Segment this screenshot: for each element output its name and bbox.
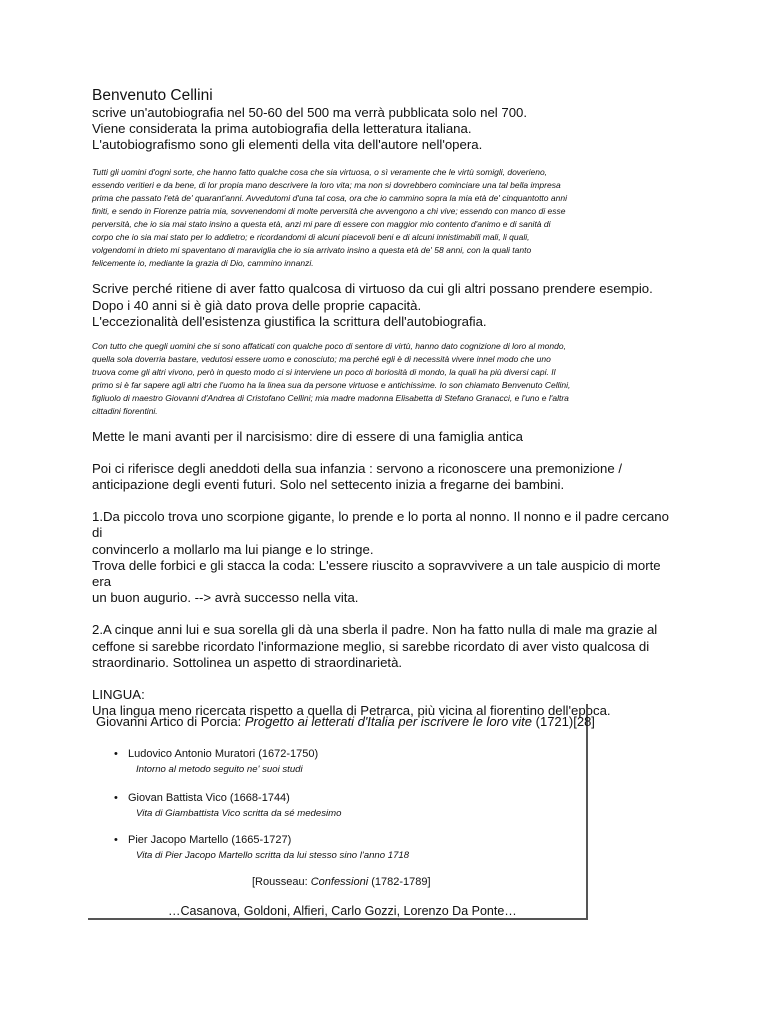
text-line: Una lingua meno ricercata rispetto a quella di Petrarca, più vicina al fiorentino dell'epoca.: [92, 703, 611, 719]
rousseau-suffix: (1782-1789]: [368, 876, 431, 888]
text-line: scrive un'autobiografia nel 50-60 del 500 ma verrà pubblicata solo nel 700.: [92, 105, 528, 120]
bullet-icon: •: [114, 834, 118, 846]
excerpt-head-tail: (1721)[28]: [532, 714, 595, 729]
text-line: L'autobiografismo sono gli elementi della vita dell'autore nell'opera.: [92, 137, 483, 153]
section-heading: LINGUA:: [92, 686, 145, 702]
paragraph-2: [92, 281, 676, 330]
excerpt-head-author: Giovanni Artico di Porcia:: [96, 714, 245, 729]
text-line: un buon augurio. --> avrà successo nella vita.: [92, 590, 359, 606]
quote-line: corpo che io sia mai stato per lo addietro; e ricordandomi di alcuni piacevoli beni e di alcuni innistimabili mali, li quali,: [92, 232, 530, 243]
text-line: Viene considerata la prima autobiografia della letteratura italiana.: [92, 121, 472, 137]
text-line: ceffone si sarebbe ricordato l'informazione meglio, si sarebbe ricordato di aver visto qualcosa di: [92, 638, 650, 654]
excerpt-work-title: Vita di Pier Jacopo Martello scritta da lui stesso sino l'anno 1718: [136, 850, 410, 861]
paragraph-4: [92, 461, 676, 493]
doc-title: Benvenuto Cellini: [92, 87, 213, 104]
excerpt-work-title: Intorno al metodo seguito ne' suoi studi: [136, 764, 303, 775]
quote-line: essendo veritieri e da bene, di lor propia mano descrivere la loro vita; ma non si dovrebbero cominciare una tal bella impresa: [92, 179, 561, 190]
excerpt-head-title: Progetto ai letterati d'Italia per iscrivere le loro vite: [244, 714, 533, 729]
excerpt-work-title: Vita di Giambattista Vico scritta da sé medesimo: [136, 808, 342, 819]
excerpt-heading: [96, 714, 595, 729]
excerpt-footer: …Casanova, Goldoni, Alfieri, Carlo Gozzi, Lorenzo Da Ponte…: [168, 904, 517, 918]
quote-line: prima che passato l'età de' quarant'anni. Avvedutomi d'una tal cosa, ora che io cammino sopra la mia età de' cinquantotto anni: [92, 192, 567, 203]
paragraph-3: Mette le mani avanti per il narcisismo: dire di essere di una famiglia antica: [92, 428, 523, 444]
excerpt-author: Giovan Battista Vico (1668-1744): [128, 792, 290, 804]
quote-block-2: [92, 340, 676, 419]
text-line: Poi ci riferisce degli aneddoti della sua infanzia : servono a riconoscere una premonizione /: [92, 460, 622, 476]
rousseau-prefix: [Rousseau:: [252, 876, 311, 888]
bullet-icon: •: [114, 748, 118, 760]
quote-line: truova come gli altri vivono, però in questo modo ci si interviene un poco di boriosità di mondo, la quali ha più diversi capi. Il: [92, 367, 556, 378]
bullet-icon: •: [114, 792, 118, 804]
quote-line: quella sola doverria bastare, vedutosi essere uomo e conosciuto; ma perché egli è di necessità vivere innel modo che uno: [92, 354, 551, 365]
text-line: 1.Da piccolo trova uno scorpione gigante, lo prende e lo porta al nonno. Il nonno e il padre cercano di: [92, 509, 669, 541]
text-line: L'eccezionalità dell'esistenza giustifica la scrittura dell'autobiografia.: [92, 313, 487, 329]
text-line: straordinario. Sottolinea un aspetto di straordinarietà.: [92, 654, 403, 670]
quote-line: figliuolo di maestro Giovanni d'Andrea di Cristofano Cellini; mia madre madonna Elisabetta di Stefano Granacci, e l'uno e l'altra: [92, 393, 569, 404]
excerpt-list-item: [114, 792, 290, 804]
excerpt-list-item: [114, 834, 291, 846]
paragraph-6: [92, 622, 676, 671]
quote-line: perversità, che io sia mai stato insino a questa età, anzi mi pare di essere con maggior mio contento d'animo e di sanità di: [92, 218, 551, 229]
paragraph-5: [92, 509, 676, 606]
rousseau-title: Confessioni: [310, 876, 369, 888]
text-line: convincerlo a mollarlo ma lui piange e lo stringe.: [92, 541, 374, 557]
text-line: Trova delle forbici e gli stacca la coda: L'essere riuscito a sopravvivere a un tale auspicio di morte era: [92, 557, 661, 589]
text-line: Dopo i 40 anni si è già dato prova delle proprie capacità.: [92, 297, 422, 313]
excerpt-author: Pier Jacopo Martello (1665-1727): [128, 834, 292, 846]
quote-line: Con tutto che quegli uomini che si sono affaticati con qualche poco di sentore di virtù, hanno dato cognizione di loro al mondo,: [92, 340, 566, 351]
excerpt-author: Ludovico Antonio Muratori (1672-1750): [128, 748, 319, 760]
document-body: [92, 86, 676, 719]
quote-line: cittadini fiorentini.: [92, 406, 158, 417]
quote-line: finiti, e sendo in Fiorenze patria mia, sovvenendomi di molte perversità che avvengono a chi vive; essendo con manco di esse: [92, 205, 566, 216]
quote-line: volgendomi in drieto mi spaventano di maraviglia che io sia arrivato insino a questa età de' 58 anni, con la quali tanto: [92, 245, 532, 256]
excerpt-rousseau-line: [252, 876, 431, 888]
quote-line: Tutti gli uomini d'ogni sorte, che hanno fatto qualche cosa che sia virtuosa, o sì veramente che le virtù somigli, doverieno,: [92, 166, 548, 177]
quote-line: primo si è far sapere agli altri che l'uomo ha la linea sua da persone virtuose e antichissime. Io son chiamato Benvenuto Cellini,: [92, 380, 571, 391]
excerpt-figure: [88, 704, 595, 920]
text-line: anticipazione degli eventi futuri. Solo nel settecento inizia a fregarne dei bambini.: [92, 476, 565, 492]
excerpt-list-item: [114, 748, 318, 760]
quote-block-1: [92, 166, 676, 271]
quote-line: felicemente io, mediante la grazia di Dio, cammino innanzi.: [92, 258, 314, 269]
intro-paragraph: [92, 105, 676, 154]
text-line: Scrive perché ritiene di aver fatto qualcosa di virtuoso da cui gli altri possano prendere esempio.: [92, 281, 653, 297]
text-line: 2.A cinque anni lui e sua sorella gli dà una sberla il padre. Non ha fatto nulla di male ma grazie al: [92, 622, 658, 638]
